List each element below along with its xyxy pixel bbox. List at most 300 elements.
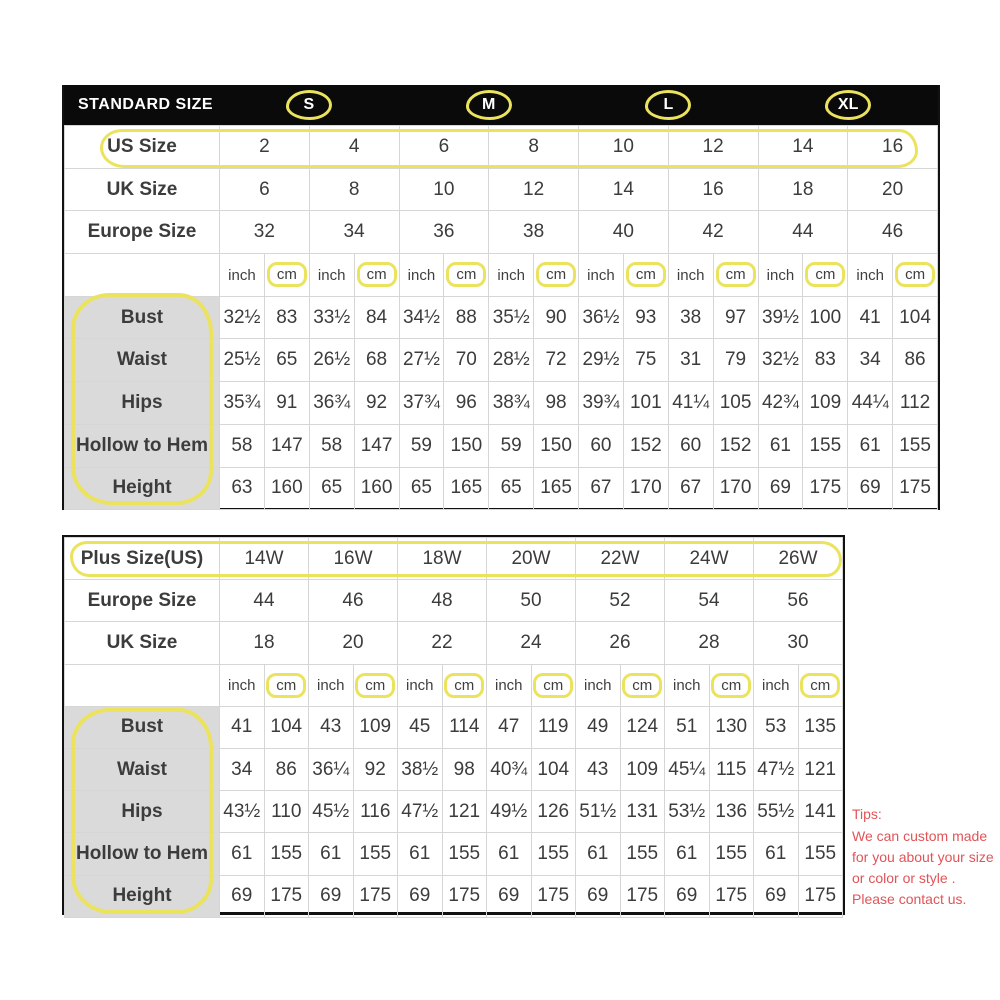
measurement-value-cell: 96 — [444, 382, 489, 425]
measurement-value-cell: 155 — [531, 833, 576, 875]
measurement-row-label: Height — [65, 875, 220, 917]
measurement-row-label: Hollow to Hem — [65, 424, 220, 467]
cm-unit-label-highlighted: cm — [622, 673, 662, 698]
unit-cell-inch — [848, 254, 893, 297]
measurement-value-cell: 121 — [442, 791, 487, 833]
letter-size-groups — [219, 90, 938, 120]
size-value-cell: 24 — [487, 622, 576, 664]
measurement-value-cell: 41 — [848, 296, 893, 339]
measurement-value-cell: 37¾ — [399, 382, 444, 425]
unit-cell-cm — [534, 254, 579, 297]
size-value-cell: 18 — [758, 168, 848, 211]
unit-cell-inch — [489, 254, 534, 297]
measurement-row-label: Hollow to Hem — [65, 833, 220, 875]
measurement-value-cell: 150 — [444, 424, 489, 467]
measurement-value-cell: 38 — [668, 296, 713, 339]
measurement-value-cell: 49½ — [487, 791, 532, 833]
measurement-row-label: Hips — [65, 791, 220, 833]
measurement-value-cell: 65 — [264, 339, 309, 382]
size-value-cell: 20 — [309, 622, 398, 664]
unit-cell-inch — [398, 664, 443, 706]
measurement-value-cell: 90 — [534, 296, 579, 339]
measurement-row — [65, 296, 938, 339]
measurement-value-cell: 175 — [798, 875, 843, 917]
size-value-cell: 14 — [758, 126, 848, 169]
cm-unit-label-highlighted: cm — [800, 673, 840, 698]
measurement-value-cell: 47½ — [754, 748, 799, 790]
measurement-value-cell: 131 — [620, 791, 665, 833]
size-row-label: UK Size — [65, 168, 220, 211]
measurement-value-cell: 51 — [665, 706, 710, 748]
size-oval-m: M — [466, 90, 512, 120]
size-value-cell: 8 — [489, 126, 579, 169]
measurement-value-cell: 97 — [713, 296, 758, 339]
measurement-value-cell: 115 — [709, 748, 754, 790]
units-row-spacer — [65, 254, 220, 297]
size-row-label: US Size — [65, 126, 220, 169]
unit-cell-inch — [399, 254, 444, 297]
measurement-value-cell: 155 — [264, 833, 309, 875]
size-row — [65, 580, 843, 622]
cm-unit-label-highlighted: cm — [266, 673, 306, 698]
measurement-value-cell: 59 — [399, 424, 444, 467]
measurement-value-cell: 175 — [264, 875, 309, 917]
measurement-value-cell: 160 — [264, 467, 309, 510]
size-row — [65, 211, 938, 254]
size-value-cell: 50 — [487, 580, 576, 622]
measurement-value-cell: 70 — [444, 339, 489, 382]
measurement-value-cell: 51½ — [576, 791, 621, 833]
size-value-cell: 44 — [758, 211, 848, 254]
measurement-row-label: Bust — [65, 706, 220, 748]
cm-unit-label-highlighted: cm — [805, 262, 845, 287]
unit-cell-cm — [353, 664, 398, 706]
measurement-value-cell: 31 — [668, 339, 713, 382]
unit-cell-cm — [354, 254, 399, 297]
unit-cell-cm — [803, 254, 848, 297]
measurement-value-cell: 91 — [264, 382, 309, 425]
measurement-row-label: Hips — [65, 382, 220, 425]
size-value-cell: 34 — [309, 211, 399, 254]
size-row-label: Plus Size(US) — [65, 538, 220, 580]
tips-line: We can custom made — [852, 828, 988, 844]
measurement-row — [65, 339, 938, 382]
cm-unit-label-highlighted: cm — [895, 262, 935, 287]
measurement-row — [65, 791, 843, 833]
measurement-value-cell: 124 — [620, 706, 665, 748]
measurement-value-cell: 155 — [798, 833, 843, 875]
size-value-cell: 2 — [220, 126, 310, 169]
unit-cell-inch — [309, 254, 354, 297]
size-value-cell: 16W — [309, 538, 398, 580]
standard-size-table — [64, 125, 938, 510]
measurement-value-cell: 26½ — [309, 339, 354, 382]
measurement-value-cell: 34½ — [399, 296, 444, 339]
measurement-row — [65, 748, 843, 790]
measurement-value-cell: 175 — [893, 467, 938, 510]
measurement-value-cell: 65 — [309, 467, 354, 510]
measurement-value-cell: 29½ — [579, 339, 624, 382]
measurement-value-cell: 45¼ — [665, 748, 710, 790]
standard-size-title: STANDARD SIZE — [78, 96, 214, 113]
measurement-value-cell: 155 — [442, 833, 487, 875]
measurement-value-cell: 135 — [798, 706, 843, 748]
measurement-value-cell: 67 — [668, 467, 713, 510]
unit-cell-inch — [668, 254, 713, 297]
measurement-value-cell: 165 — [534, 467, 579, 510]
unit-cell-cm — [264, 664, 309, 706]
measurement-value-cell: 36¼ — [309, 748, 354, 790]
measurement-value-cell: 155 — [620, 833, 665, 875]
measurement-value-cell: 36½ — [579, 296, 624, 339]
measurement-row — [65, 424, 938, 467]
units-row — [65, 254, 938, 297]
measurement-value-cell: 49 — [576, 706, 621, 748]
measurement-value-cell: 93 — [623, 296, 668, 339]
inch-unit-label: inch — [497, 266, 525, 284]
unit-cell-cm — [893, 254, 938, 297]
size-value-cell: 52 — [576, 580, 665, 622]
cm-unit-label-highlighted: cm — [536, 262, 576, 287]
measurement-value-cell: 155 — [803, 424, 848, 467]
measurement-value-cell: 109 — [353, 706, 398, 748]
size-oval-l: L — [645, 90, 691, 120]
size-value-cell: 6 — [220, 168, 310, 211]
measurement-value-cell: 69 — [398, 875, 443, 917]
measurement-value-cell: 61 — [487, 833, 532, 875]
standard-size-section — [62, 85, 940, 510]
plus-size-table — [64, 537, 843, 918]
measurement-value-cell: 104 — [264, 706, 309, 748]
size-value-cell: 4 — [309, 126, 399, 169]
measurement-value-cell: 33½ — [309, 296, 354, 339]
measurement-value-cell: 61 — [220, 833, 265, 875]
cm-unit-label-highlighted: cm — [446, 262, 486, 287]
size-value-cell: 8 — [309, 168, 399, 211]
measurement-value-cell: 155 — [893, 424, 938, 467]
size-value-cell: 16 — [668, 168, 758, 211]
measurement-value-cell: 61 — [758, 424, 803, 467]
cm-unit-label-highlighted: cm — [626, 262, 666, 287]
measurement-value-cell: 83 — [264, 296, 309, 339]
measurement-value-cell: 130 — [709, 706, 754, 748]
measurement-value-cell: 45 — [398, 706, 443, 748]
size-value-cell: 46 — [309, 580, 398, 622]
measurement-value-cell: 69 — [758, 467, 803, 510]
size-value-cell: 20W — [487, 538, 576, 580]
measurement-value-cell: 147 — [264, 424, 309, 467]
size-value-cell: 14 — [579, 168, 669, 211]
measurement-value-cell: 69 — [309, 875, 354, 917]
measurement-value-cell: 84 — [354, 296, 399, 339]
custom-made-tips-note — [852, 804, 998, 910]
size-value-cell: 10 — [399, 168, 489, 211]
units-row — [65, 664, 843, 706]
size-value-cell: 48 — [398, 580, 487, 622]
size-value-cell: 56 — [754, 580, 843, 622]
unit-cell-cm — [444, 254, 489, 297]
measurement-value-cell: 60 — [668, 424, 713, 467]
measurement-value-cell: 44¼ — [848, 382, 893, 425]
measurement-value-cell: 110 — [264, 791, 309, 833]
inch-unit-label: inch — [676, 266, 705, 284]
measurement-value-cell: 61 — [398, 833, 443, 875]
tips-line: or color or style . — [852, 870, 956, 886]
measurement-value-cell: 150 — [534, 424, 579, 467]
measurement-value-cell: 109 — [620, 748, 665, 790]
measurement-value-cell: 86 — [893, 339, 938, 382]
measurement-value-cell: 32½ — [758, 339, 803, 382]
size-value-cell: 44 — [220, 580, 309, 622]
measurement-value-cell: 69 — [487, 875, 532, 917]
measurement-row-label: Waist — [65, 339, 220, 382]
measurement-value-cell: 61 — [665, 833, 710, 875]
size-row-label: Europe Size — [65, 211, 220, 254]
measurement-value-cell: 25½ — [220, 339, 265, 382]
measurement-value-cell: 32½ — [220, 296, 265, 339]
measurement-value-cell: 65 — [399, 467, 444, 510]
size-row-label: Europe Size — [65, 580, 220, 622]
size-value-cell: 16 — [848, 126, 938, 169]
unit-cell-cm — [798, 664, 843, 706]
inch-unit-label: inch — [856, 266, 884, 284]
measurement-value-cell: 136 — [709, 791, 754, 833]
measurement-value-cell: 72 — [534, 339, 579, 382]
inch-unit-label: inch — [587, 266, 615, 284]
size-value-cell: 22W — [576, 538, 665, 580]
measurement-value-cell: 69 — [665, 875, 710, 917]
size-value-cell: 40 — [579, 211, 669, 254]
size-value-cell: 42 — [668, 211, 758, 254]
size-value-cell: 32 — [220, 211, 310, 254]
measurement-value-cell: 39¾ — [579, 382, 624, 425]
unit-cell-cm — [709, 664, 754, 706]
tips-line: for you about your size — [852, 849, 994, 865]
size-value-cell: 24W — [665, 538, 754, 580]
measurement-value-cell: 36¾ — [309, 382, 354, 425]
size-value-cell: 30 — [754, 622, 843, 664]
measurement-value-cell: 42¾ — [758, 382, 803, 425]
unit-cell-inch — [487, 664, 532, 706]
size-row — [65, 168, 938, 211]
measurement-value-cell: 105 — [713, 382, 758, 425]
measurement-value-cell: 38½ — [398, 748, 443, 790]
inch-unit-label: inch — [761, 677, 790, 695]
measurement-value-cell: 68 — [354, 339, 399, 382]
unit-cell-cm — [620, 664, 665, 706]
unit-cell-inch — [576, 664, 621, 706]
measurement-value-cell: 175 — [803, 467, 848, 510]
measurement-value-cell: 40¾ — [487, 748, 532, 790]
measurement-value-cell: 98 — [534, 382, 579, 425]
size-value-cell: 46 — [848, 211, 938, 254]
measurement-value-cell: 86 — [264, 748, 309, 790]
measurement-value-cell: 170 — [713, 467, 758, 510]
measurement-value-cell: 63 — [220, 467, 265, 510]
measurement-value-cell: 114 — [442, 706, 487, 748]
size-value-cell: 36 — [399, 211, 489, 254]
measurement-value-cell: 141 — [798, 791, 843, 833]
unit-cell-cm — [531, 664, 576, 706]
size-value-cell: 38 — [489, 211, 579, 254]
inch-unit-label: inch — [494, 677, 523, 695]
measurement-value-cell: 116 — [353, 791, 398, 833]
plus-size-section — [62, 535, 845, 915]
size-value-cell: 26W — [754, 538, 843, 580]
size-value-cell: 28 — [665, 622, 754, 664]
unit-cell-cm — [442, 664, 487, 706]
size-row — [65, 622, 843, 664]
cm-unit-label-highlighted: cm — [357, 262, 397, 287]
inch-unit-label: inch — [228, 266, 256, 284]
measurement-row — [65, 875, 843, 917]
unit-cell-inch — [309, 664, 354, 706]
measurement-value-cell: 104 — [531, 748, 576, 790]
measurement-value-cell: 34 — [220, 748, 265, 790]
measurement-value-cell: 61 — [754, 833, 799, 875]
unit-cell-inch — [758, 254, 803, 297]
measurement-value-cell: 60 — [579, 424, 624, 467]
size-oval-xl: XL — [825, 90, 871, 120]
measurement-value-cell: 58 — [220, 424, 265, 467]
measurement-value-cell: 34 — [848, 339, 893, 382]
measurement-value-cell: 47½ — [398, 791, 443, 833]
measurement-value-cell: 61 — [309, 833, 354, 875]
measurement-row-label: Waist — [65, 748, 220, 790]
inch-unit-label: inch — [672, 677, 701, 695]
unit-cell-inch — [579, 254, 624, 297]
measurement-value-cell: 69 — [220, 875, 265, 917]
units-row-spacer — [65, 664, 220, 706]
measurement-value-cell: 69 — [754, 875, 799, 917]
measurement-value-cell: 98 — [442, 748, 487, 790]
measurement-value-cell: 35½ — [489, 296, 534, 339]
measurement-value-cell: 59 — [489, 424, 534, 467]
inch-unit-label: inch — [316, 677, 345, 695]
size-row — [65, 538, 843, 580]
measurement-value-cell: 152 — [713, 424, 758, 467]
measurement-value-cell: 35¾ — [220, 382, 265, 425]
measurement-value-cell: 100 — [803, 296, 848, 339]
measurement-value-cell: 61 — [576, 833, 621, 875]
size-value-cell: 12 — [489, 168, 579, 211]
measurement-value-cell: 69 — [576, 875, 621, 917]
measurement-row — [65, 706, 843, 748]
measurement-value-cell: 65 — [489, 467, 534, 510]
standard-size-header-bar — [64, 85, 938, 125]
measurement-value-cell: 175 — [531, 875, 576, 917]
measurement-row — [65, 467, 938, 510]
measurement-value-cell: 109 — [803, 382, 848, 425]
unit-cell-inch — [220, 254, 265, 297]
unit-cell-cm — [264, 254, 309, 297]
cm-unit-label-highlighted: cm — [444, 673, 484, 698]
measurement-row-label: Height — [65, 467, 220, 510]
measurement-value-cell: 53 — [754, 706, 799, 748]
cm-unit-label-highlighted: cm — [711, 673, 751, 698]
measurement-value-cell: 126 — [531, 791, 576, 833]
measurement-value-cell: 41 — [220, 706, 265, 748]
measurement-value-cell: 43 — [309, 706, 354, 748]
measurement-value-cell: 88 — [444, 296, 489, 339]
tips-line: Please contact us. — [852, 891, 967, 907]
measurement-value-cell: 47 — [487, 706, 532, 748]
size-row-label: UK Size — [65, 622, 220, 664]
measurement-value-cell: 152 — [623, 424, 668, 467]
cm-unit-label-highlighted: cm — [716, 262, 756, 287]
measurement-row — [65, 833, 843, 875]
measurement-value-cell: 53½ — [665, 791, 710, 833]
measurement-value-cell: 38¾ — [489, 382, 534, 425]
measurement-row — [65, 382, 938, 425]
size-value-cell: 18 — [220, 622, 309, 664]
unit-cell-cm — [623, 254, 668, 297]
size-value-cell: 14W — [220, 538, 309, 580]
size-oval-s: S — [286, 90, 332, 120]
cm-unit-label-highlighted: cm — [355, 673, 395, 698]
measurement-value-cell: 27½ — [399, 339, 444, 382]
measurement-value-cell: 175 — [620, 875, 665, 917]
inch-unit-label: inch — [317, 266, 346, 284]
measurement-value-cell: 58 — [309, 424, 354, 467]
size-value-cell: 12 — [668, 126, 758, 169]
measurement-value-cell: 147 — [354, 424, 399, 467]
inch-unit-label: inch — [227, 677, 256, 695]
measurement-value-cell: 119 — [531, 706, 576, 748]
size-value-cell: 18W — [398, 538, 487, 580]
measurement-value-cell: 67 — [579, 467, 624, 510]
size-value-cell: 22 — [398, 622, 487, 664]
measurement-value-cell: 39½ — [758, 296, 803, 339]
unit-cell-inch — [220, 664, 265, 706]
measurement-value-cell: 104 — [893, 296, 938, 339]
measurement-value-cell: 75 — [623, 339, 668, 382]
measurement-value-cell: 155 — [709, 833, 754, 875]
measurement-value-cell: 43 — [576, 748, 621, 790]
measurement-value-cell: 28½ — [489, 339, 534, 382]
measurement-value-cell: 79 — [713, 339, 758, 382]
tips-title: Tips: — [852, 806, 882, 822]
unit-cell-cm — [713, 254, 758, 297]
measurement-value-cell: 175 — [709, 875, 754, 917]
measurement-value-cell: 55½ — [754, 791, 799, 833]
measurement-value-cell: 121 — [798, 748, 843, 790]
measurement-value-cell: 41¼ — [668, 382, 713, 425]
measurement-value-cell: 112 — [893, 382, 938, 425]
size-row — [65, 126, 938, 169]
measurement-value-cell: 175 — [442, 875, 487, 917]
measurement-value-cell: 45½ — [309, 791, 354, 833]
measurement-value-cell: 170 — [623, 467, 668, 510]
measurement-value-cell: 165 — [444, 467, 489, 510]
size-value-cell: 6 — [399, 126, 489, 169]
unit-cell-inch — [665, 664, 710, 706]
size-value-cell: 54 — [665, 580, 754, 622]
size-value-cell: 20 — [848, 168, 938, 211]
measurement-value-cell: 69 — [848, 467, 893, 510]
inch-unit-label: inch — [405, 677, 434, 695]
cm-unit-label-highlighted: cm — [533, 673, 573, 698]
measurement-value-cell: 101 — [623, 382, 668, 425]
size-value-cell: 10 — [579, 126, 669, 169]
measurement-value-cell: 155 — [353, 833, 398, 875]
measurement-value-cell: 43½ — [220, 791, 265, 833]
inch-unit-label: inch — [583, 677, 612, 695]
measurement-value-cell: 92 — [354, 382, 399, 425]
measurement-value-cell: 175 — [353, 875, 398, 917]
inch-unit-label: inch — [407, 266, 436, 284]
unit-cell-inch — [754, 664, 799, 706]
